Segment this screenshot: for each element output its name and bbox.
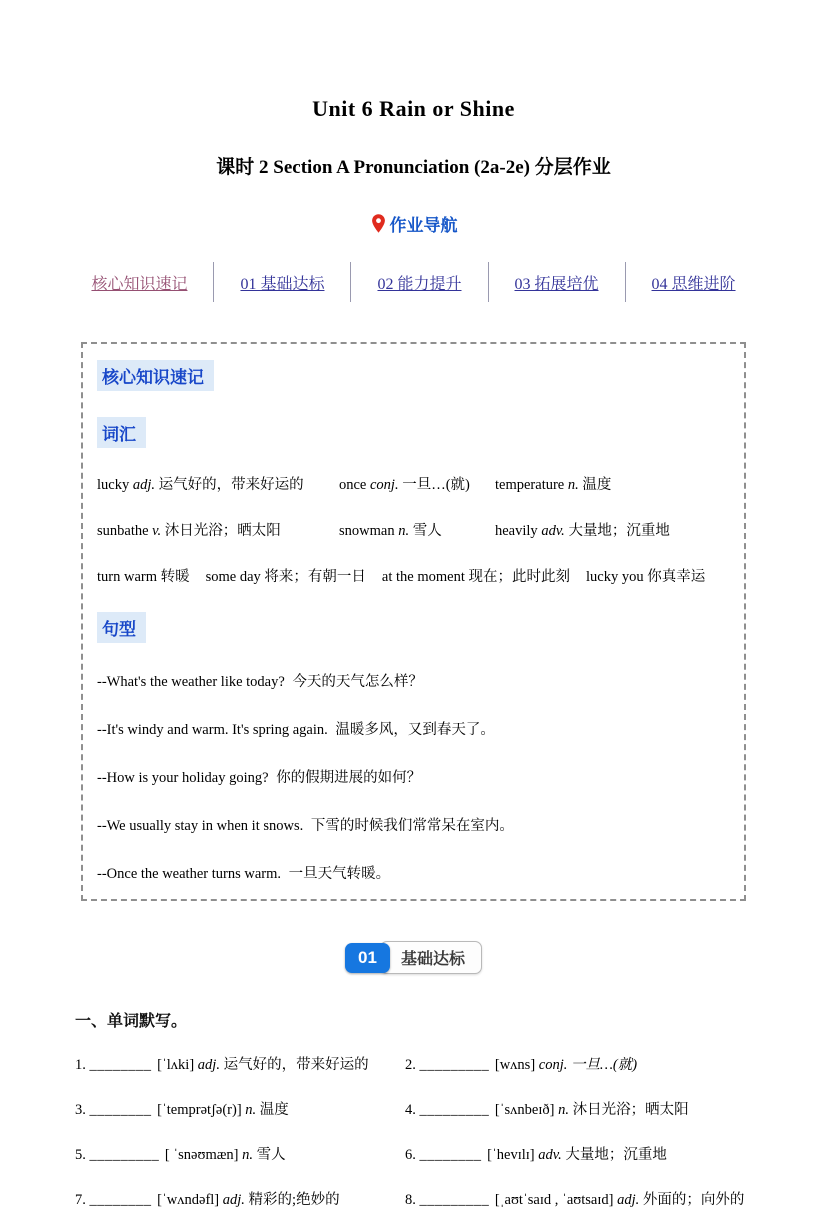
chinese-gloss: 转暖 bbox=[160, 569, 190, 585]
badge-number: 01 bbox=[345, 943, 390, 973]
nav-link-02-ability[interactable]: 02 能力提升 bbox=[377, 275, 462, 293]
phonetic: [ˈlʌki] bbox=[157, 1057, 195, 1073]
chinese-gloss: 现在；此时此刻 bbox=[468, 569, 570, 585]
vocab-word: turn warm bbox=[97, 569, 157, 585]
phonetic: [ ˈsnəʊmæn] bbox=[164, 1147, 239, 1163]
part-of-speech: n. bbox=[245, 1102, 257, 1118]
chinese-gloss: 大量地；沉重地 bbox=[568, 523, 670, 539]
phonetic: [ˈhevɪlɪ] bbox=[487, 1147, 535, 1163]
vocab-row bbox=[97, 473, 728, 494]
chinese-gloss: 将来；有朝一日 bbox=[264, 569, 366, 585]
vocab-entry bbox=[495, 473, 611, 494]
chinese-gloss: 一旦…(就) bbox=[402, 477, 470, 493]
phonetic: [ˈtemprətʃə(r)] bbox=[157, 1102, 242, 1118]
nav-link-03-extension[interactable]: 03 拓展培优 bbox=[514, 275, 599, 293]
pattern-chinese: 你的假期进展的如何？ bbox=[276, 770, 422, 786]
nav-link-01-basic[interactable]: 01 基础达标 bbox=[240, 275, 325, 293]
page-title: Unit 6 Rain or Shine bbox=[312, 96, 515, 121]
part-of-speech: n. bbox=[242, 1147, 253, 1163]
vocab-row bbox=[97, 565, 728, 586]
item-number: 7. bbox=[75, 1192, 86, 1208]
item-number: 1. bbox=[75, 1057, 86, 1073]
badge-label: 基础达标 bbox=[380, 941, 482, 974]
sentence-pattern bbox=[97, 718, 728, 739]
part-of-speech: n. bbox=[398, 523, 410, 539]
sentence-pattern bbox=[97, 670, 728, 691]
homework-nav-header bbox=[0, 211, 827, 236]
chinese-gloss: 外面的；向外的 bbox=[642, 1192, 745, 1208]
pattern-english: --What's the weather like today? bbox=[97, 674, 285, 690]
word-dictation-exercise bbox=[75, 1053, 827, 1209]
vocab-entry bbox=[97, 473, 339, 494]
vocab-word: snowman bbox=[339, 523, 395, 539]
pattern-english: --Once the weather turns warm. bbox=[97, 866, 281, 882]
vocab-entry bbox=[339, 473, 495, 494]
phonetic: [ˈsʌnbeɪð] bbox=[494, 1102, 555, 1118]
item-number: 8. bbox=[405, 1192, 416, 1208]
vocab-row bbox=[97, 519, 728, 540]
pattern-english: --It's windy and warm. It's spring again. bbox=[97, 722, 328, 738]
chinese-gloss: 你真幸运 bbox=[647, 569, 706, 585]
nav-header-title: 作业导航 bbox=[389, 216, 458, 235]
exercise-item bbox=[75, 1053, 405, 1074]
box-heading-core-knowledge: 核心知识速记 bbox=[97, 360, 214, 391]
sentence-pattern bbox=[97, 766, 728, 787]
chinese-gloss: 雪人 bbox=[412, 523, 442, 539]
item-number: 4. bbox=[405, 1102, 416, 1118]
chinese-gloss: 沐日光浴；晒太阳 bbox=[164, 523, 281, 539]
pattern-chinese: 下雪的时候我们常常呆在室内。 bbox=[310, 818, 514, 834]
core-knowledge-box bbox=[81, 342, 746, 901]
sentence-pattern bbox=[97, 814, 728, 835]
word-blank: _________ bbox=[89, 1147, 160, 1163]
part-of-speech: conj. bbox=[370, 477, 399, 493]
part-of-speech: adv. bbox=[541, 523, 565, 539]
chinese-gloss: 大量地；沉重地 bbox=[565, 1147, 667, 1163]
item-number: 5. bbox=[75, 1147, 86, 1163]
vocab-entry bbox=[97, 565, 190, 586]
nav-link-04-thinking[interactable]: 04 思维进阶 bbox=[651, 275, 736, 293]
chinese-gloss: 雪人 bbox=[256, 1147, 286, 1163]
vocab-word: lucky bbox=[97, 477, 130, 493]
exercise-item bbox=[405, 1143, 777, 1164]
exercise-item bbox=[75, 1143, 405, 1164]
phonetic: [ˈwʌndəfl] bbox=[157, 1192, 220, 1208]
item-number: 2. bbox=[405, 1057, 416, 1073]
exercise-item bbox=[75, 1188, 405, 1209]
item-number: 3. bbox=[75, 1102, 86, 1118]
vocab-entry bbox=[586, 565, 705, 586]
chinese-gloss: 一旦…(就) bbox=[571, 1057, 638, 1073]
pattern-english: --We usually stay in when it snows. bbox=[97, 818, 304, 834]
vocab-word: sunbathe bbox=[97, 523, 149, 539]
vocab-heading: 词汇 bbox=[97, 417, 146, 448]
vocab-entry bbox=[97, 519, 339, 540]
word-blank: ________ bbox=[419, 1147, 482, 1163]
part-of-speech: v. bbox=[152, 523, 162, 539]
phonetic: [ˌaʊtˈsaɪd , ˈaʊtsaɪd] bbox=[494, 1192, 614, 1208]
exercise-item bbox=[405, 1098, 777, 1119]
chinese-gloss: 温度 bbox=[259, 1102, 289, 1118]
exercise-item bbox=[405, 1188, 777, 1209]
sentence-pattern bbox=[97, 862, 728, 883]
pattern-chinese: 一旦天气转暖。 bbox=[288, 866, 391, 882]
word-blank: _________ bbox=[419, 1102, 490, 1118]
pattern-english: --How is your holiday going? bbox=[97, 770, 269, 786]
word-blank: ________ bbox=[89, 1102, 152, 1118]
part-of-speech: adj. bbox=[617, 1192, 640, 1208]
word-blank: ________ bbox=[89, 1192, 152, 1208]
vocab-entry bbox=[206, 565, 366, 586]
chinese-gloss: 精彩的;绝妙的 bbox=[248, 1192, 340, 1208]
pattern-chinese: 温暖多风，又到春天了。 bbox=[335, 722, 495, 738]
part-of-speech: adj. bbox=[132, 477, 155, 493]
pattern-chinese: 今天的天气怎么样？ bbox=[292, 674, 423, 690]
location-pin-icon bbox=[370, 213, 387, 234]
vocab-word: once bbox=[339, 477, 367, 493]
phonetic: [wʌns] bbox=[494, 1057, 536, 1073]
word-blank: _________ bbox=[419, 1192, 490, 1208]
chinese-gloss: 沐日光浴；晒太阳 bbox=[572, 1102, 689, 1118]
word-blank: ________ bbox=[89, 1057, 152, 1073]
exercise-heading: 一、单词默写。 bbox=[75, 1013, 188, 1030]
part-of-speech: n. bbox=[567, 477, 579, 493]
vocab-word: at the moment bbox=[381, 569, 465, 585]
page-subtitle: 课时 2 Section A Pronunciation (2a-2e) 分层作业 bbox=[216, 157, 611, 178]
vocab-word: some day bbox=[205, 569, 261, 585]
vocab-entry bbox=[339, 519, 495, 540]
chinese-gloss: 温度 bbox=[582, 477, 612, 493]
part-of-speech: adj. bbox=[197, 1057, 220, 1073]
vocab-word: heavily bbox=[495, 523, 538, 539]
word-blank: _________ bbox=[419, 1057, 490, 1073]
vocab-entry bbox=[495, 519, 670, 540]
part-of-speech: adv. bbox=[538, 1147, 562, 1163]
vocab-word: lucky you bbox=[586, 569, 644, 585]
exercise-item bbox=[405, 1053, 777, 1074]
vocab-word: temperature bbox=[495, 477, 565, 493]
vocab-entry bbox=[382, 565, 570, 586]
chinese-gloss: 运气好的，带来好运的 bbox=[158, 477, 304, 493]
section-nav bbox=[0, 262, 827, 302]
patterns-heading: 句型 bbox=[97, 612, 146, 643]
part-of-speech: n. bbox=[558, 1102, 569, 1118]
part-of-speech: adj. bbox=[222, 1192, 245, 1208]
nav-link-core-knowledge[interactable]: 核心知识速记 bbox=[91, 275, 188, 293]
chinese-gloss: 运气好的，带来好运的 bbox=[223, 1057, 369, 1073]
section-badge bbox=[0, 941, 827, 974]
item-number: 6. bbox=[405, 1147, 416, 1163]
part-of-speech: conj. bbox=[538, 1057, 568, 1073]
exercise-item bbox=[75, 1098, 405, 1119]
